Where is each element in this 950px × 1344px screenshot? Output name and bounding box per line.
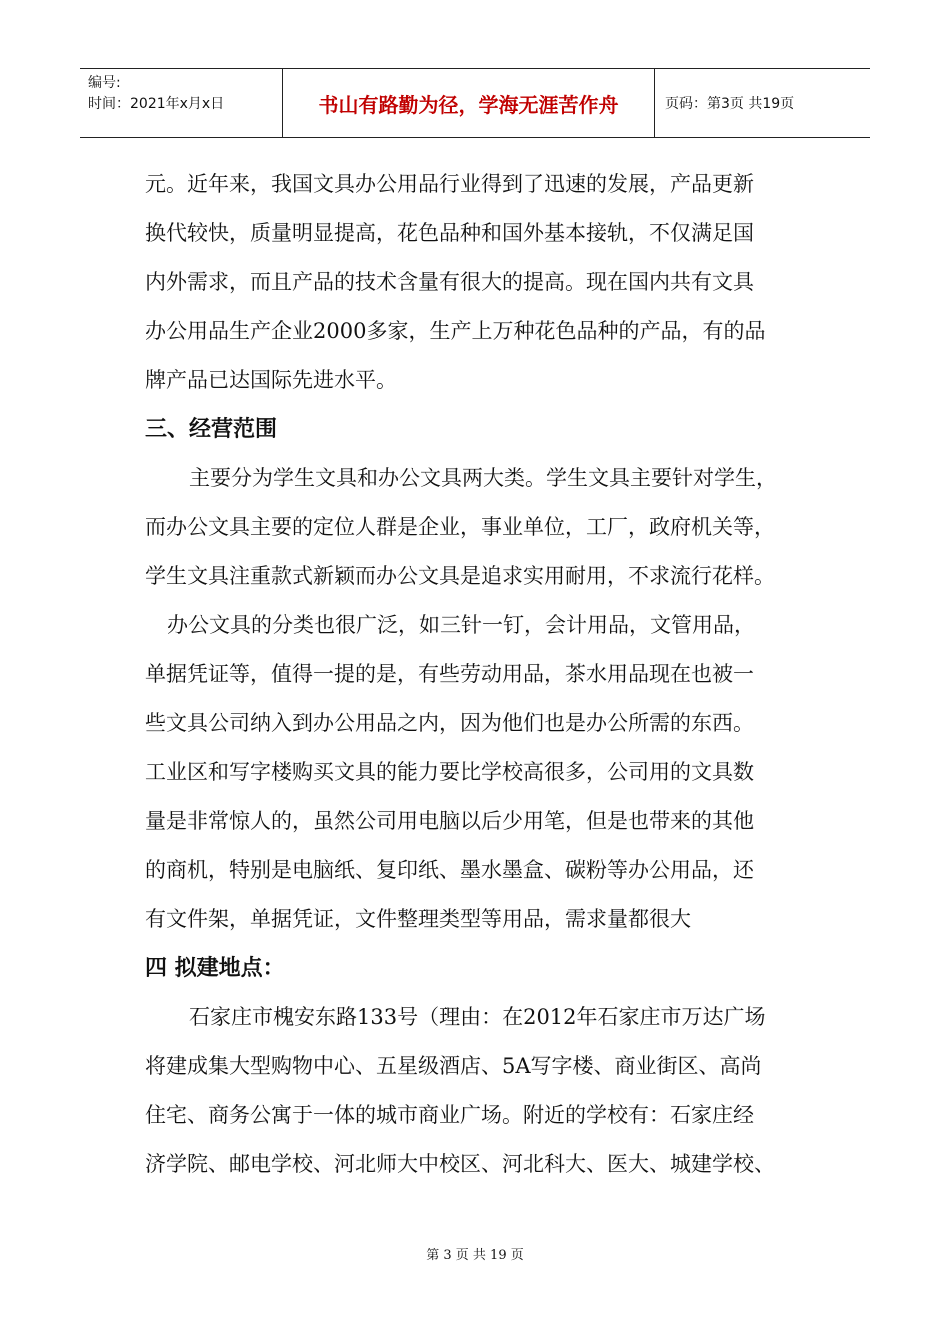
text-line: 有文件架，单据凭证，文件整理类型等用品，需求量都很大	[145, 907, 691, 931]
text-line: 而办公文具主要的定位人群是企业，事业单位，工厂，政府机关等，	[145, 515, 775, 539]
text-line: 的商机，特别是电脑纸、复印纸、墨水墨盒、碳粉等办公用品，还	[145, 858, 754, 882]
number-label: 编号:	[88, 75, 121, 91]
text-line: 住宅、商务公寓于一体的城市商业广场。附近的学校有：石家庄经	[145, 1103, 754, 1127]
header-meta	[80, 69, 282, 137]
text-line: 办公文具的分类也很广泛，如三针一钉，会计用品，文管用品，	[167, 613, 755, 637]
page-footer: 第 3 页 共 19 页	[426, 1248, 524, 1263]
text-line: 元。近年来，我国文具办公用品行业得到了迅速的发展，产品更新	[145, 172, 754, 196]
section-heading-3: 三、经营范围	[145, 417, 278, 442]
text-line: 学生文具注重款式新颖而办公文具是追求实用耐用，不求流行花样。	[145, 564, 775, 588]
text-line: 将建成集大型购物中心、五星级酒店、5A写字楼、商业街区、高尚	[145, 1054, 762, 1078]
date-line: 时间：2021年x月x日	[88, 96, 225, 112]
text-line: 济学院、邮电学校、河北师大中校区、河北科大、医大、城建学校、	[145, 1152, 775, 1176]
text-line: 内外需求，而且产品的技术含量有很大的提高。现在国内共有文具	[145, 270, 754, 294]
header-motto: 书山有路勤为径，学海无涯苦作舟	[282, 69, 655, 137]
text-line: 主要分为学生文具和办公文具两大类。学生文具主要针对学生，	[189, 466, 777, 490]
section-heading-4: 四 拟建地点：	[145, 956, 285, 981]
text-line: 量是非常惊人的，虽然公司用电脑以后少用笔，但是也带来的其他	[145, 809, 754, 833]
text-line: 牌产品已达国际先进水平。	[145, 368, 397, 392]
text-line: 工业区和写字楼购买文具的能力要比学校高很多，公司用的文具数	[145, 760, 754, 784]
header-table	[80, 68, 870, 138]
text-line: 单据凭证等，值得一提的是，有些劳动用品，茶水用品现在也被一	[145, 662, 754, 686]
header-page-info: 页码：第3页 共19页	[665, 96, 795, 112]
text-line: 换代较快，质量明显提高，花色品种和国外基本接轨，不仅满足国	[145, 221, 754, 245]
text-line: 些文具公司纳入到办公用品之内，因为他们也是办公所需的东西。	[145, 711, 754, 735]
text-line: 办公用品生产企业2000多家，生产上万种花色品种的产品，有的品	[145, 319, 766, 343]
document-body	[145, 160, 825, 1189]
text-line: 石家庄市槐安东路133号（理由：在2012年石家庄市万达广场	[189, 1005, 766, 1029]
